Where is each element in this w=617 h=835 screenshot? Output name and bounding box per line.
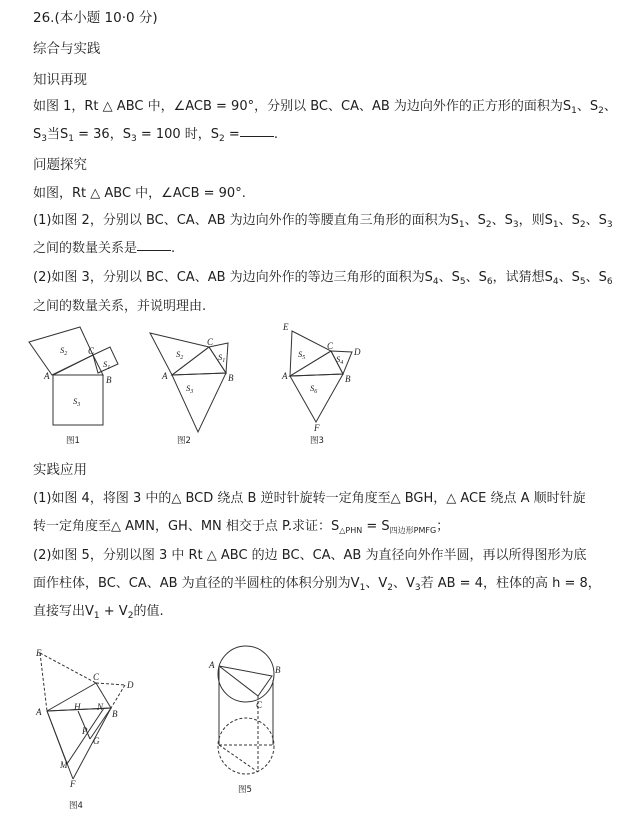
practice-q2-line-3: 直接写出$V_1 + V_2$的值. (33, 604, 164, 621)
fig4-label-d: D (127, 680, 134, 690)
fig4-caption: 图4 (69, 801, 83, 811)
fig3-label-e: E (283, 322, 289, 332)
fig3-triangle-s5 (290, 331, 331, 376)
explore-q1-line-2: 之间的数量关系是 . (33, 241, 176, 256)
fig4-line-hg (78, 711, 90, 739)
fig2-triangle-s1 (209, 343, 228, 373)
figure-5 (208, 646, 281, 795)
fig3-label-s4: $S_4$ (336, 354, 344, 366)
fig3-triangle-s4 (331, 351, 352, 374)
fig3-label-a: A (282, 371, 288, 381)
fig2-caption: 图2 (177, 436, 191, 446)
fig3-label-s5: $S_5$ (298, 349, 306, 361)
knowledge-line-2: $S_3$当$S_1 = 36$，$S_3 = 100$ 时，$S_2$ = . (33, 127, 278, 144)
fig4-dashed-cd (96, 683, 125, 685)
fig4-label-p: P (82, 726, 88, 736)
fig3-label-c: C (327, 341, 334, 351)
fig1-label-c: C (88, 346, 95, 356)
fig4-label-m: M (60, 760, 68, 770)
section-title: 综合与实践 (33, 41, 101, 57)
explore-title: 问题探究 (33, 157, 87, 173)
figure-3 (281, 322, 361, 446)
fig1-triangle (53, 355, 103, 375)
fig1-square-s3 (53, 375, 103, 425)
fig2-triangle-s3 (172, 373, 226, 432)
fig2-label-c: C (207, 337, 214, 347)
explore-q1-line-1: (1)如图 2，分别以 BC、CA、AB 为边向外作的等腰直角三角形的面积为$S_1$、$S_2$、$S_3$，则$S_1$、$S_2$、$S_3$ (33, 213, 613, 230)
fig4-line-nm (67, 708, 104, 764)
fig4-label-f: F (70, 779, 76, 789)
fig4-dashed-ea (40, 653, 47, 711)
fig4-line-ab (47, 708, 111, 711)
fig1-label-a: A (44, 371, 50, 381)
fig3-label-b: B (345, 374, 351, 384)
fig5-circle-bottom (218, 718, 274, 774)
fig2-triangle-s2 (150, 333, 209, 375)
fig1-square-s2 (29, 327, 93, 375)
problem-number: 26.(本小题 10·0 分) (33, 10, 158, 26)
fig5-label-c: C (256, 700, 263, 710)
fig2-right-triangle (172, 347, 226, 375)
fig5-label-a: A (209, 660, 215, 670)
fig4-triangle-abc (47, 683, 111, 711)
fig4-label-e: E (36, 648, 42, 658)
fig4-dashed-db (111, 685, 125, 708)
practice-q1-line-2: 转一定角度至△ AMN，GH、MN 相交于点 P.求证：$S_{\triangle PHN} = S_{四边形PMFG}$； (33, 519, 450, 535)
knowledge-line-1: 如图 1，Rt △ ABC 中，∠ACB = 90°，分别以 BC、CA、AB 为边向外作的正方形的面积为$S_1$、$S_2$、 (33, 99, 617, 116)
explore-q2-line-2: 之间的数量关系，并说明理由. (33, 299, 207, 314)
fig3-label-s6: $S_6$ (310, 383, 318, 395)
fig5-caption: 图5 (238, 785, 252, 795)
fig3-label-f: F (314, 423, 320, 433)
fig5-label-b: B (275, 665, 281, 675)
fig5-bottom-ac (219, 745, 258, 772)
knowledge-title: 知识再现 (33, 72, 87, 88)
fig4-label-c: C (93, 672, 100, 682)
practice-q2-line-2: 面作柱体，BC、CA、AB 为直径的半圆柱的体积分别为$V_1$、$V_2$、$V_3$若 AB = 4，柱体的高 h = 8， (33, 576, 601, 593)
fig4-line-bf (73, 708, 111, 779)
fig1-label-b: B (106, 375, 112, 385)
explore-q2-line-1: (2)如图 3，分别以 BC、CA、AB 为边向外作的等边三角形的面积为$S_4$、$S_5$、$S_6$，试猜想$S_4$、$S_5$、$S_6$ (33, 270, 613, 287)
fig4-label-g: G (93, 736, 100, 746)
fig3-label-d: D (354, 347, 361, 357)
fig4-label-a: A (36, 707, 42, 717)
fig2-label-s3: $S_3$ (186, 383, 194, 395)
figure-1 (29, 327, 118, 446)
fig2-label-s2: $S_2$ (176, 349, 184, 361)
fig4-line-bg (90, 708, 111, 739)
fig1-label-s2: $S_2$ (60, 345, 68, 357)
explore-intro: 如图，Rt △ ABC 中，∠ACB = 90°. (33, 186, 246, 201)
fig4-line-am (47, 711, 67, 764)
figure-2 (150, 333, 234, 446)
fig1-caption: 图1 (66, 436, 80, 446)
fig4-label-h: H (74, 702, 81, 712)
fig1-label-s1: $S_1$ (103, 359, 111, 371)
fig1-label-s3: $S_3$ (73, 396, 81, 408)
answer-blank[interactable] (240, 135, 274, 137)
fig2-label-a: A (162, 371, 168, 381)
fig2-label-s1: $S_1$ (218, 352, 226, 364)
fig3-right-triangle (290, 351, 343, 376)
fig4-line-af (47, 711, 73, 779)
practice-q2-line-1: (2)如图 5，分别以图 3 中 Rt △ ABC 的边 BC、CA、AB 为直径向外作半圆，再以所得图形为底 (33, 548, 587, 563)
answer-blank[interactable] (137, 249, 171, 251)
fig2-label-b: B (228, 373, 234, 383)
figure-4 (35, 648, 134, 811)
fig5-circle-top (218, 646, 274, 702)
practice-q1-line-1: (1)如图 4，将图 3 中的△ BCD 绕点 B 逆时针旋转一定角度至△ BGH，△ ACE 绕点 A 顺时针旋 (33, 491, 586, 506)
fig4-label-n: N (97, 702, 104, 712)
fig1-square-s1 (93, 347, 118, 373)
fig4-dashed-ec (40, 653, 96, 683)
fig5-triangle-abc (219, 666, 272, 696)
fig4-label-b: B (112, 709, 118, 719)
fig3-caption: 图3 (310, 436, 324, 446)
fig3-triangle-s6 (290, 374, 343, 422)
practice-title: 实践应用 (33, 462, 87, 478)
